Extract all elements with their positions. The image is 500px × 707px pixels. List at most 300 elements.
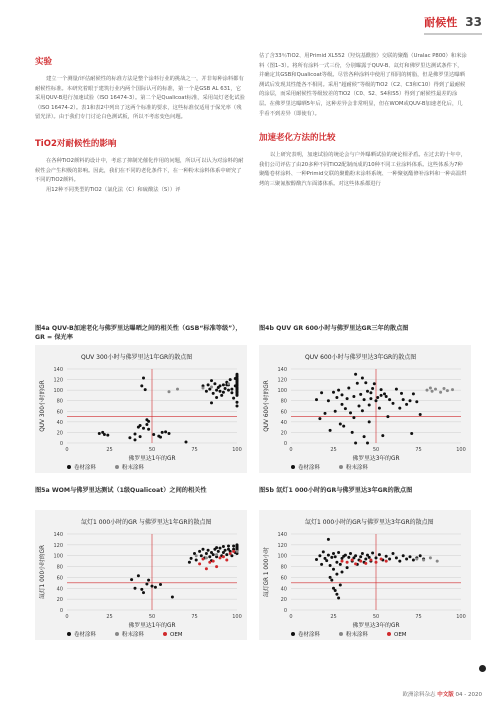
data-point bbox=[341, 560, 344, 563]
x-tick-label: 25 bbox=[330, 447, 337, 453]
data-point bbox=[222, 383, 225, 386]
y-axis-label: QUV 300小时的GR bbox=[40, 380, 46, 432]
data-point bbox=[225, 559, 228, 562]
data-point bbox=[373, 382, 376, 385]
data-point bbox=[185, 440, 188, 443]
data-point bbox=[236, 550, 239, 553]
data-point bbox=[219, 556, 222, 559]
data-point bbox=[224, 387, 227, 390]
section-title: 耐候性 bbox=[424, 16, 458, 29]
x-tick-label: 75 bbox=[415, 447, 422, 453]
data-point bbox=[142, 376, 145, 379]
x-tick-label: 100 bbox=[232, 614, 242, 620]
issue: 04 - 2020 bbox=[455, 692, 482, 698]
data-point bbox=[368, 556, 371, 559]
data-point bbox=[388, 398, 391, 401]
x-axis-label: 佛罗里达1年的GR bbox=[128, 456, 176, 462]
data-point bbox=[361, 552, 364, 555]
paragraph: 用12种不同类型的TiO2（氯化法（C）和硫酸法（S））评 bbox=[46, 186, 181, 193]
x-tick-label: 0 bbox=[289, 447, 293, 453]
y-tick-label: 40 bbox=[56, 586, 63, 593]
data-point bbox=[232, 544, 235, 547]
data-point bbox=[375, 556, 378, 559]
data-point bbox=[208, 561, 211, 564]
data-point bbox=[190, 557, 193, 560]
legend-label: 粉末涂料 bbox=[346, 465, 369, 471]
chart-svg bbox=[35, 345, 247, 473]
data-point bbox=[337, 551, 340, 554]
data-point bbox=[347, 556, 350, 559]
data-point bbox=[205, 390, 208, 393]
chart-title: 氙灯1 000小时的GR与佛罗里达3年GR的散点图 bbox=[305, 519, 434, 526]
data-point bbox=[334, 589, 337, 592]
y-tick-label: 80 bbox=[56, 564, 63, 571]
data-point bbox=[130, 578, 133, 581]
data-point bbox=[202, 548, 205, 551]
data-point bbox=[222, 545, 225, 548]
data-point bbox=[415, 400, 418, 403]
data-point bbox=[429, 387, 432, 390]
data-point bbox=[335, 573, 338, 576]
y-tick-label: 120 bbox=[277, 377, 287, 384]
legend-label: 粉末涂料 bbox=[122, 465, 145, 471]
y-axis-label: QUV 600小时的GR bbox=[264, 380, 270, 432]
x-tick-label: 0 bbox=[65, 614, 69, 620]
data-point bbox=[332, 552, 335, 555]
data-point bbox=[320, 563, 323, 566]
footer bbox=[402, 690, 482, 698]
next-page-icon[interactable] bbox=[479, 665, 486, 672]
y-tick-label: 140 bbox=[277, 367, 287, 373]
data-point bbox=[359, 393, 362, 396]
data-point bbox=[329, 429, 332, 432]
data-point bbox=[134, 433, 137, 436]
data-point bbox=[366, 442, 369, 445]
data-point bbox=[140, 384, 143, 387]
data-point bbox=[361, 409, 364, 412]
y-tick-label: 20 bbox=[280, 597, 287, 604]
data-point bbox=[330, 556, 333, 559]
data-point bbox=[344, 407, 347, 410]
data-point bbox=[318, 554, 321, 557]
data-point bbox=[405, 403, 408, 406]
data-point bbox=[106, 434, 109, 437]
x-tick-label: 50 bbox=[148, 447, 156, 453]
data-point bbox=[410, 432, 413, 435]
data-point bbox=[315, 398, 318, 401]
data-point bbox=[330, 579, 333, 582]
x-tick-label: 100 bbox=[232, 447, 242, 453]
data-point bbox=[332, 568, 335, 571]
magazine-name: 欧洲涂料杂志 bbox=[402, 692, 436, 698]
y-tick-label: 40 bbox=[280, 419, 287, 426]
y-tick-label: 100 bbox=[277, 388, 287, 395]
y-tick-label: 40 bbox=[56, 419, 63, 426]
data-point bbox=[327, 554, 330, 557]
chart-svg bbox=[35, 510, 247, 640]
data-point bbox=[232, 550, 235, 553]
x-tick-label: 75 bbox=[191, 447, 198, 453]
legend-marker bbox=[339, 465, 343, 469]
paragraph: 以上研究表明，加速试验的统论会与户外曝晒试验的统论相矛盾。在过去的十年中，我们公司评估了由20多种不同TiO2配制而成的10种不同工业涂料体系。这些体系为7种聚酯卷材涂料、一种Primid交联的聚酯粉末涂料系统、一种聚氨酯修补涂料和一种高温烘烤的三聚氰胺醇酸汽车面漆体系。对这些体系都进行 bbox=[259, 152, 467, 187]
y-tick-label: 80 bbox=[280, 398, 287, 405]
data-point bbox=[385, 560, 388, 563]
data-point bbox=[405, 557, 408, 560]
data-point bbox=[236, 401, 239, 404]
figure-caption: 图5a WOM与佛罗里达测试（1级Qualicoat）之间的相关性 bbox=[35, 487, 207, 494]
data-point bbox=[385, 395, 388, 398]
data-point bbox=[327, 399, 330, 402]
data-point bbox=[236, 374, 239, 377]
data-point bbox=[103, 433, 106, 436]
y-tick-label: 40 bbox=[280, 586, 287, 593]
legend-marker bbox=[339, 632, 343, 636]
data-point bbox=[198, 550, 201, 553]
data-point bbox=[195, 559, 198, 562]
data-point bbox=[351, 431, 354, 434]
data-point bbox=[142, 591, 145, 594]
data-point bbox=[371, 552, 374, 555]
data-point bbox=[415, 557, 418, 560]
data-point bbox=[412, 559, 415, 562]
data-point bbox=[236, 384, 239, 387]
paragraph: 建立一个测量/评估耐候性的标准方法是整个涂料行业的挑战之一，并非每种涂料都有耐候性标准。本研究着眼于建筑行业内两个国际认可的标准，第一个是GSB AL 631，它采用QUV-B进行加速试验（ISO 16474-3）。第二个是Qualicoat标准，采用氙灯老化试验（ISO 16474-2）。表1和表2中列出了这两个标准的要求，这些标准仅适用于保光率（残留光泽）。由于我们专门讨论白色测试板，所以不考虑变色问题。 bbox=[35, 76, 245, 121]
data-point bbox=[369, 391, 372, 394]
data-point bbox=[217, 550, 220, 553]
data-point bbox=[409, 399, 412, 402]
heading-experiment: 实验 bbox=[35, 57, 53, 67]
data-point bbox=[369, 559, 372, 562]
data-point bbox=[164, 430, 167, 433]
paragraph: 估了含33％TiO2、用Primid XL552（羟烷基酰胺）交联的聚酯（Uralac P800）和米涂料（图1–3）。将所有涂料一式三份，分别曝露于QUV-B、氙灯和佛罗里达测试条件下，并确定其GSB和Qualicoat等级。尽管各种涂料中使用了相同的树脂，但是佛罗里达曝晒测试后发现其性能各不相同。采用“超耐候”等级的TiO2（C2、C3和C10）得到了最耐候的涂层，而采用耐候性等级较差的TiO2（C0、S2、S4和S5）得到了耐候性最差的涂层。在佛罗里达曝晒5年后，这种差异会非常明显，但在WOM或QUV-B加速老化后，几乎看不到差异（即使有）。 bbox=[259, 53, 467, 117]
figure-caption: 图4a QUV-B加速老化与佛罗里达曝晒之间的相关性（GSB“标准等级”），GR = 保光率 bbox=[35, 325, 242, 341]
data-point bbox=[349, 552, 352, 555]
data-point bbox=[451, 388, 454, 391]
data-point bbox=[210, 379, 213, 382]
data-point bbox=[354, 442, 357, 445]
data-point bbox=[215, 546, 218, 549]
data-point bbox=[139, 435, 142, 438]
data-point bbox=[215, 396, 218, 399]
data-point bbox=[380, 388, 383, 391]
data-point bbox=[176, 388, 179, 391]
y-tick-label: 60 bbox=[56, 409, 63, 416]
data-point bbox=[134, 587, 137, 590]
data-point bbox=[236, 394, 239, 397]
data-point bbox=[205, 552, 208, 555]
data-point bbox=[366, 390, 369, 393]
data-point bbox=[359, 560, 362, 563]
data-point bbox=[443, 387, 446, 390]
data-point bbox=[339, 584, 342, 587]
x-tick-label: 75 bbox=[415, 614, 422, 620]
data-point bbox=[371, 387, 374, 390]
data-point bbox=[142, 427, 145, 430]
data-point bbox=[398, 560, 401, 563]
data-point bbox=[210, 385, 213, 388]
data-point bbox=[229, 378, 232, 381]
data-point bbox=[329, 576, 332, 579]
data-point bbox=[422, 559, 425, 562]
data-point bbox=[225, 553, 228, 556]
data-point bbox=[229, 552, 232, 555]
data-point bbox=[98, 432, 101, 435]
data-point bbox=[395, 388, 398, 391]
data-point bbox=[339, 422, 342, 425]
data-point bbox=[363, 398, 366, 401]
chart-title: 氙灯1 000小时的GR 与佛罗里达1年GR的散点图 bbox=[81, 519, 212, 526]
chart-svg bbox=[259, 345, 471, 473]
y-tick-label: 80 bbox=[56, 398, 63, 405]
data-point bbox=[349, 411, 352, 414]
data-point bbox=[335, 396, 338, 399]
data-point bbox=[381, 434, 384, 437]
scatter-chart bbox=[259, 510, 471, 640]
y-tick-label: 60 bbox=[56, 575, 63, 582]
data-point bbox=[346, 397, 349, 400]
data-point bbox=[219, 384, 222, 387]
data-point bbox=[215, 565, 218, 568]
data-point bbox=[145, 423, 148, 426]
data-point bbox=[359, 555, 362, 558]
data-point bbox=[159, 436, 162, 439]
right-column bbox=[259, 52, 467, 190]
y-tick-label: 0 bbox=[283, 608, 287, 614]
y-tick-label: 20 bbox=[280, 430, 287, 437]
y-tick-label: 0 bbox=[59, 608, 63, 614]
data-point bbox=[335, 561, 338, 564]
data-point bbox=[358, 405, 361, 408]
data-point bbox=[334, 555, 337, 558]
data-point bbox=[220, 394, 223, 397]
data-point bbox=[140, 588, 143, 591]
data-point bbox=[378, 553, 381, 556]
y-axis-label: 氙灯1 000小时的GR bbox=[40, 544, 46, 600]
data-point bbox=[210, 401, 213, 404]
x-tick-label: 100 bbox=[456, 447, 466, 453]
y-tick-label: 140 bbox=[53, 367, 63, 373]
data-point bbox=[327, 538, 330, 541]
data-point bbox=[154, 586, 157, 589]
legend-label: OEM bbox=[170, 632, 183, 638]
data-point bbox=[337, 597, 340, 600]
data-point bbox=[402, 554, 405, 557]
data-point bbox=[436, 560, 439, 563]
data-point bbox=[137, 574, 140, 577]
data-point bbox=[446, 389, 449, 392]
data-point bbox=[375, 399, 378, 402]
scatter-chart bbox=[35, 345, 247, 473]
data-point bbox=[334, 410, 337, 413]
data-point bbox=[198, 562, 201, 565]
data-point bbox=[147, 420, 150, 423]
data-point bbox=[395, 556, 398, 559]
data-point bbox=[222, 391, 225, 394]
chart-svg bbox=[259, 510, 471, 640]
data-point bbox=[354, 562, 357, 565]
data-point bbox=[188, 561, 191, 564]
y-tick-label: 120 bbox=[53, 542, 63, 549]
data-point bbox=[134, 438, 137, 441]
x-axis-label: 佛罗里达3年的GR bbox=[352, 456, 400, 462]
data-point bbox=[128, 436, 131, 439]
data-point bbox=[409, 555, 412, 558]
y-tick-label: 60 bbox=[280, 575, 287, 582]
scatter-chart bbox=[35, 510, 247, 640]
data-point bbox=[412, 392, 415, 395]
x-tick-label: 50 bbox=[372, 614, 380, 620]
data-point bbox=[385, 555, 388, 558]
data-point bbox=[329, 564, 332, 567]
data-point bbox=[227, 389, 230, 392]
data-point bbox=[364, 562, 367, 565]
data-point bbox=[315, 558, 318, 561]
legend-marker bbox=[291, 465, 295, 469]
data-point bbox=[354, 554, 357, 557]
heading-accelerated: 加速老化方法的比较 bbox=[259, 133, 336, 144]
data-point bbox=[222, 555, 225, 558]
data-point bbox=[227, 382, 230, 385]
data-point bbox=[346, 561, 349, 564]
x-tick-label: 0 bbox=[65, 447, 69, 453]
data-point bbox=[147, 428, 150, 431]
x-tick-label: 25 bbox=[106, 447, 113, 453]
data-point bbox=[236, 547, 239, 550]
y-tick-label: 80 bbox=[280, 564, 287, 571]
data-point bbox=[147, 579, 150, 582]
y-tick-label: 100 bbox=[277, 553, 287, 560]
data-point bbox=[376, 396, 379, 399]
data-point bbox=[208, 555, 211, 558]
data-point bbox=[439, 391, 442, 394]
data-point bbox=[419, 413, 422, 416]
data-point bbox=[152, 433, 155, 436]
legend-marker bbox=[387, 632, 391, 636]
data-point bbox=[346, 566, 349, 569]
data-point bbox=[230, 391, 233, 394]
data-point bbox=[207, 549, 210, 552]
data-point bbox=[378, 407, 381, 410]
page-header bbox=[424, 14, 482, 30]
data-point bbox=[337, 389, 340, 392]
data-point bbox=[364, 557, 367, 560]
data-point bbox=[341, 393, 344, 396]
legend-label: 粉末涂料 bbox=[122, 632, 145, 638]
x-axis-label: 佛罗里达1年的GR bbox=[128, 623, 176, 629]
legend-marker bbox=[163, 632, 167, 636]
data-point bbox=[212, 553, 215, 556]
data-point bbox=[354, 373, 357, 376]
legend-label: 粉末涂料 bbox=[346, 632, 369, 638]
data-point bbox=[363, 435, 366, 438]
x-tick-label: 0 bbox=[289, 614, 293, 620]
page-number: 33 bbox=[465, 15, 482, 29]
data-point bbox=[219, 390, 222, 393]
data-point bbox=[213, 382, 216, 385]
y-tick-label: 140 bbox=[277, 532, 287, 538]
data-point bbox=[335, 593, 338, 596]
data-point bbox=[341, 403, 344, 406]
data-point bbox=[227, 548, 230, 551]
y-tick-label: 120 bbox=[53, 377, 63, 384]
legend-label: OEM bbox=[394, 632, 407, 638]
data-point bbox=[398, 407, 401, 410]
data-point bbox=[375, 561, 378, 564]
data-point bbox=[402, 398, 405, 401]
data-point bbox=[352, 395, 355, 398]
data-point bbox=[232, 397, 235, 400]
data-point bbox=[171, 595, 174, 598]
data-point bbox=[200, 554, 203, 557]
data-point bbox=[341, 571, 344, 574]
data-point bbox=[392, 402, 395, 405]
data-point bbox=[168, 390, 171, 393]
y-tick-label: 120 bbox=[277, 542, 287, 549]
data-point bbox=[339, 563, 342, 566]
data-point bbox=[215, 553, 218, 556]
data-point bbox=[168, 432, 171, 435]
legend-marker bbox=[115, 465, 119, 469]
data-point bbox=[205, 567, 208, 570]
data-point bbox=[234, 377, 237, 380]
data-point bbox=[202, 557, 205, 560]
y-tick-label: 100 bbox=[53, 388, 63, 395]
data-point bbox=[429, 556, 432, 559]
data-point bbox=[145, 582, 148, 585]
header-rule bbox=[424, 33, 482, 35]
data-point bbox=[419, 554, 422, 557]
data-point bbox=[219, 547, 222, 550]
data-point bbox=[230, 388, 233, 391]
figure-caption: 图4b QUV GR 600小时与佛罗里达GR三年的散点图 bbox=[259, 325, 409, 332]
legend-marker bbox=[291, 632, 295, 636]
data-point bbox=[324, 412, 327, 415]
data-point bbox=[202, 387, 205, 390]
y-tick-label: 60 bbox=[280, 409, 287, 416]
legend-marker bbox=[67, 632, 71, 636]
data-point bbox=[369, 397, 372, 400]
data-point bbox=[386, 415, 389, 418]
data-point bbox=[380, 394, 383, 397]
data-point bbox=[361, 376, 364, 379]
legend-label: 卷材涂料 bbox=[298, 632, 321, 638]
data-point bbox=[215, 389, 218, 392]
data-point bbox=[342, 425, 345, 428]
y-tick-label: 100 bbox=[53, 553, 63, 560]
data-point bbox=[322, 550, 325, 553]
y-tick-label: 140 bbox=[53, 532, 63, 538]
data-point bbox=[388, 557, 391, 560]
data-point bbox=[426, 389, 429, 392]
legend-label: 卷材涂料 bbox=[298, 465, 321, 471]
legend-label: 卷材涂料 bbox=[74, 632, 97, 638]
data-point bbox=[434, 388, 437, 391]
data-point bbox=[236, 405, 239, 408]
y-tick-label: 20 bbox=[56, 597, 63, 604]
data-point bbox=[212, 392, 215, 395]
data-point bbox=[356, 382, 359, 385]
data-point bbox=[320, 391, 323, 394]
chart-title: QUV 300小时与佛罗里达1年GR的散点图 bbox=[81, 354, 193, 361]
heading-tio2: TiO2对耐候性的影响 bbox=[35, 138, 117, 149]
data-point bbox=[364, 381, 367, 384]
data-point bbox=[236, 388, 239, 391]
x-tick-label: 75 bbox=[191, 614, 198, 620]
data-point bbox=[325, 559, 328, 562]
data-point bbox=[224, 549, 227, 552]
data-point bbox=[212, 560, 215, 563]
data-point bbox=[347, 387, 350, 390]
